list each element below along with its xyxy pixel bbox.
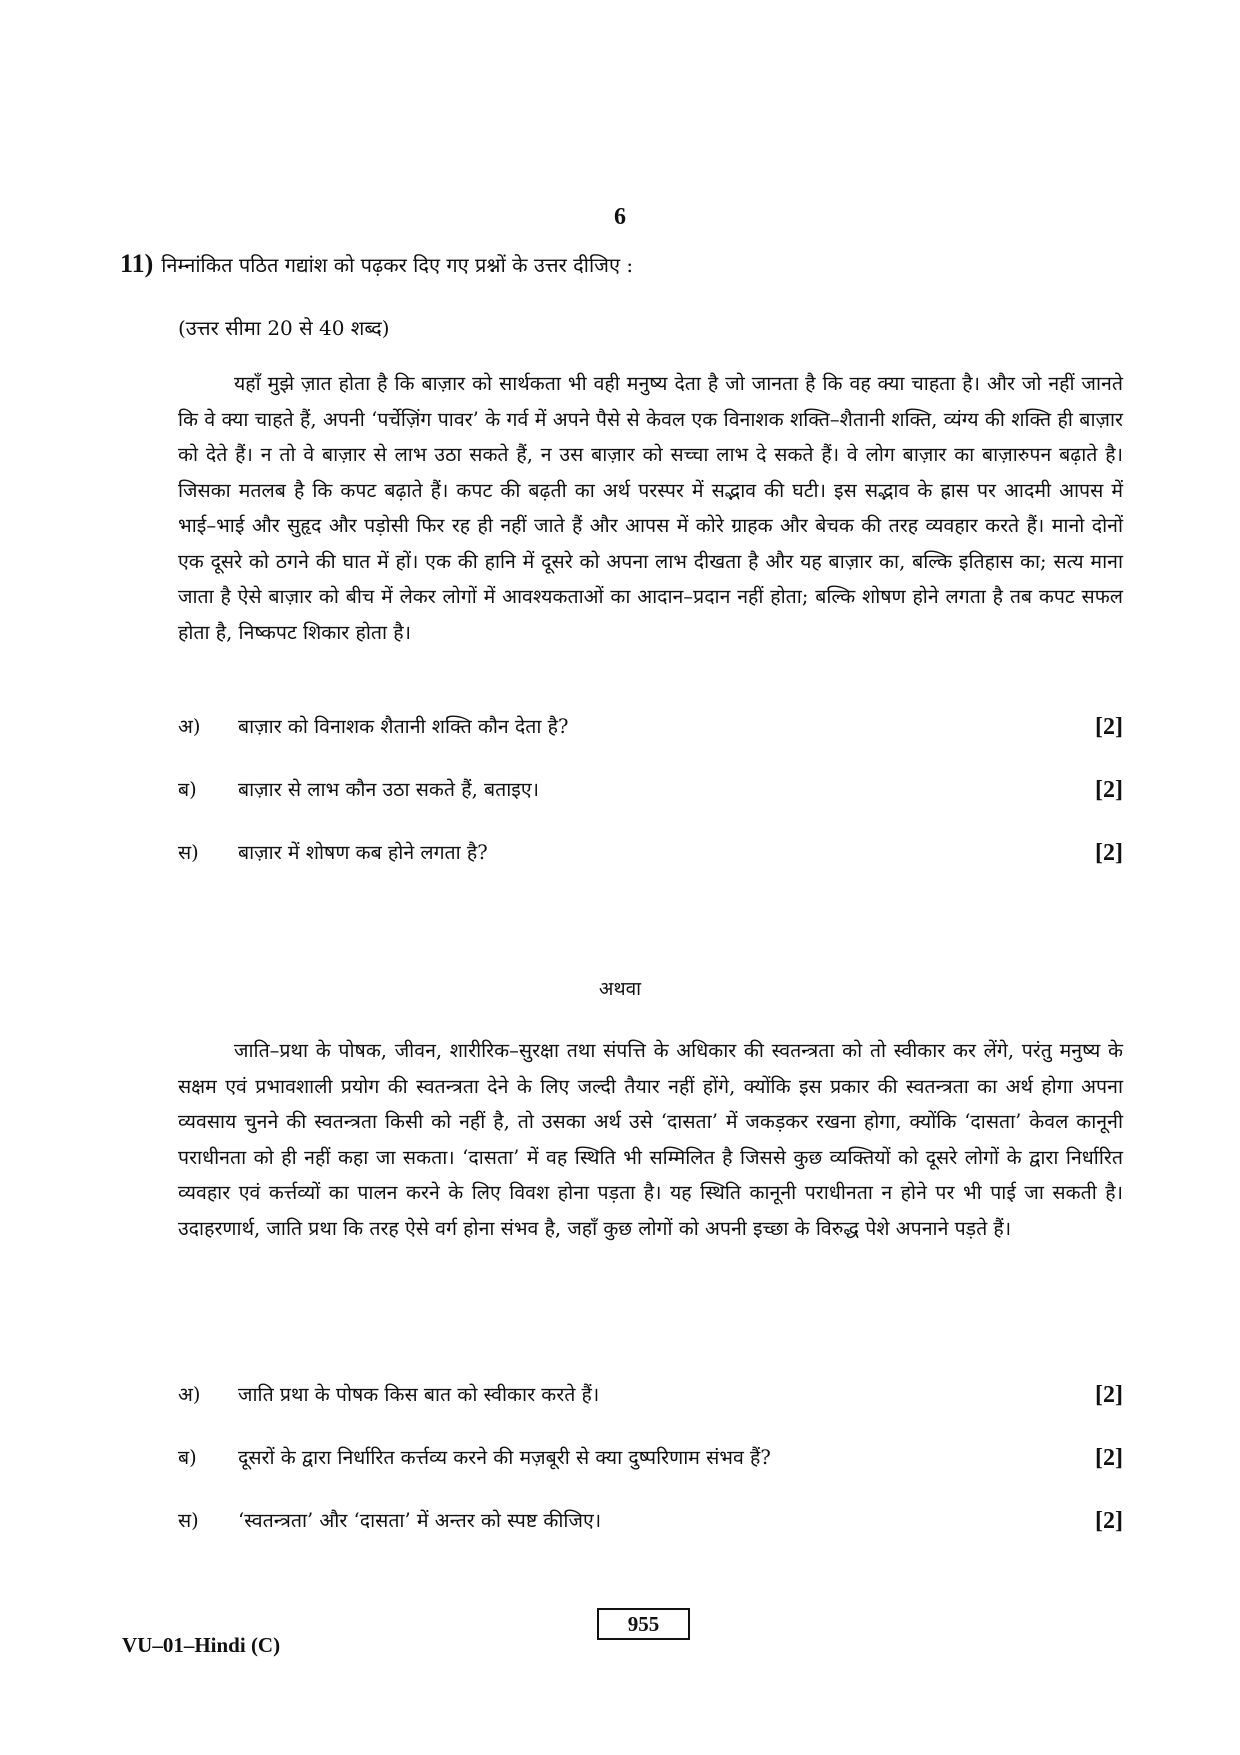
passage-1-question-b <box>178 773 1123 807</box>
passage-1: यहाँ मुझे ज़ात होता है कि बाज़ार को सार्थकता भी वही मनुष्य देता है जो जानता है कि वह क्या चाहता है। और जो नहीं जानते कि वे क्या चाहते हैं, अपनी ‘पर्चेज़िंग पावर’ के गर्व में अपने पैसे से केवल एक विनाशक शक्ति–शैतानी शक्ति, व्यंग्य की शक्ति ही बाज़ार को देते हैं। न तो वे बाज़ार से लाभ उठा सकते हैं, न उस बाज़ार को सच्चा लाभ दे सकते हैं। वे लोग बाज़ार का बाज़ारुपन बढ़ाते है। जिसका मतलब है कि कपट बढ़ाते हैं। कपट की बढ़ती का अर्थ परस्पर में सद्भाव की घटी। इस सद्भाव के ह्रास पर आदमी आपस में भाई–भाई और सुहृद और पड़ोसी फिर रह ही नहीं जाते हैं और आपस में कोरे ग्राहक और बेचक की तरह व्यवहार करते हैं। मानो दोनों एक दूसरे को ठगने की घात में हों। एक की हानि में दूसरे को अपना लाभ दीखता है और यह बाज़ार का, बल्कि इतिहास का; सत्य माना जाता है ऐसे बाज़ार को बीच में लेकर लोगों में आवश्यकताओं का आदान–प्रदान नहीं होता; बल्कि शोषण होने लगता है तब कपट सफल होता है, निष्कपट शिकार होता है। <box>178 372 1123 644</box>
question-text: जाति प्रथा के पोषक किस बात को स्वीकार करते हैं। <box>238 1383 600 1406</box>
question-label: स) <box>178 1509 199 1532</box>
passage-2-question-b <box>178 1441 1123 1475</box>
question-label: अ) <box>178 715 201 738</box>
word-limit: (उत्तर सीमा 20 से 40 शब्द) <box>178 316 390 340</box>
question-text: बाज़ार में शोषण कब होने लगता है? <box>238 841 488 864</box>
question-heading <box>120 248 1120 281</box>
paper-code: VU–01–Hindi (C) <box>122 1633 281 1657</box>
or-separator: अथवा <box>598 978 642 1000</box>
question-marks: [2] <box>1095 777 1123 803</box>
question-label: स) <box>178 841 199 864</box>
question-marks: [2] <box>1095 1382 1123 1408</box>
page-number: 6 <box>614 204 626 230</box>
passage-1-question-c <box>178 836 1123 870</box>
question-text: दूसरों के द्वारा निर्धारित कर्त्तव्य करने की मज़बूरी से क्या दुष्परिणाम संभव हैं? <box>238 1446 771 1469</box>
question-label: ब) <box>178 778 197 801</box>
question-marks: [2] <box>1095 1445 1123 1471</box>
question-label: ब) <box>178 1446 197 1469</box>
question-text: बाज़ार को विनाशक शैतानी शक्ति कौन देता है? <box>238 715 569 738</box>
passage-1-question-a <box>178 710 1123 744</box>
question-marks: [2] <box>1095 714 1123 740</box>
question-instruction: निम्नांकित पठित गद्यांश को पढ़कर दिए गए प्रश्नों के उत्तर दीजिए : <box>161 253 634 277</box>
question-text: बाज़ार से लाभ कौन उठा सकते हैं, बताइए। <box>238 778 540 801</box>
question-marks: [2] <box>1095 1508 1123 1534</box>
question-text: ‘स्वतन्त्रता’ और ‘दासता’ में अन्तर को स्पष्ट कीजिए। <box>238 1509 602 1532</box>
passage-2-question-c <box>178 1504 1123 1538</box>
passage-2-question-a <box>178 1378 1123 1412</box>
page-code-box: 955 <box>597 1608 690 1640</box>
question-marks: [2] <box>1095 840 1123 866</box>
passage-2: जाति–प्रथा के पोषक, जीवन, शारीरिक–सुरक्षा तथा संपत्ति के अधिकार की स्वतन्त्रता को तो स्वीकार कर लेंगे, परंतु मनुष्य के सक्षम एवं प्रभावशाली प्रयोग की स्वतन्त्रता देने के लिए जल्दी तैयार नहीं होंगे, क्योंकि इस प्रकार की स्वतन्त्रता का अर्थ होगा अपना व्यवसाय चुनने की स्वतन्त्रता किसी को नहीं है, तो उसका अर्थ उसे ‘दासता’ में जकड़कर रखना होगा, क्योंकि ‘दासता’ केवल कानूनी पराधीनता को ही नहीं कहा जा सकता। ‘दासता’ में वह स्थिति भी सम्मिलित है जिससे कुछ व्यक्तियों को दूसरे लोगों के द्वारा निर्धारित व्यवहार एवं कर्त्तव्यों का पालन करने के लिए विवश होना पड़ता है। यह स्थिति कानूनी पराधीनता न होने पर भी पाई जा सकती है। उदाहरणार्थ, जाति प्रथा कि तरह ऐसे वर्ग होना संभव है, जहाँ कुछ लोगों को अपनी इच्छा के विरुद्ध पेशे अपनाने पड़ते हैं। <box>178 1039 1123 1240</box>
question-number: 11) <box>120 249 154 278</box>
question-label: अ) <box>178 1383 201 1406</box>
